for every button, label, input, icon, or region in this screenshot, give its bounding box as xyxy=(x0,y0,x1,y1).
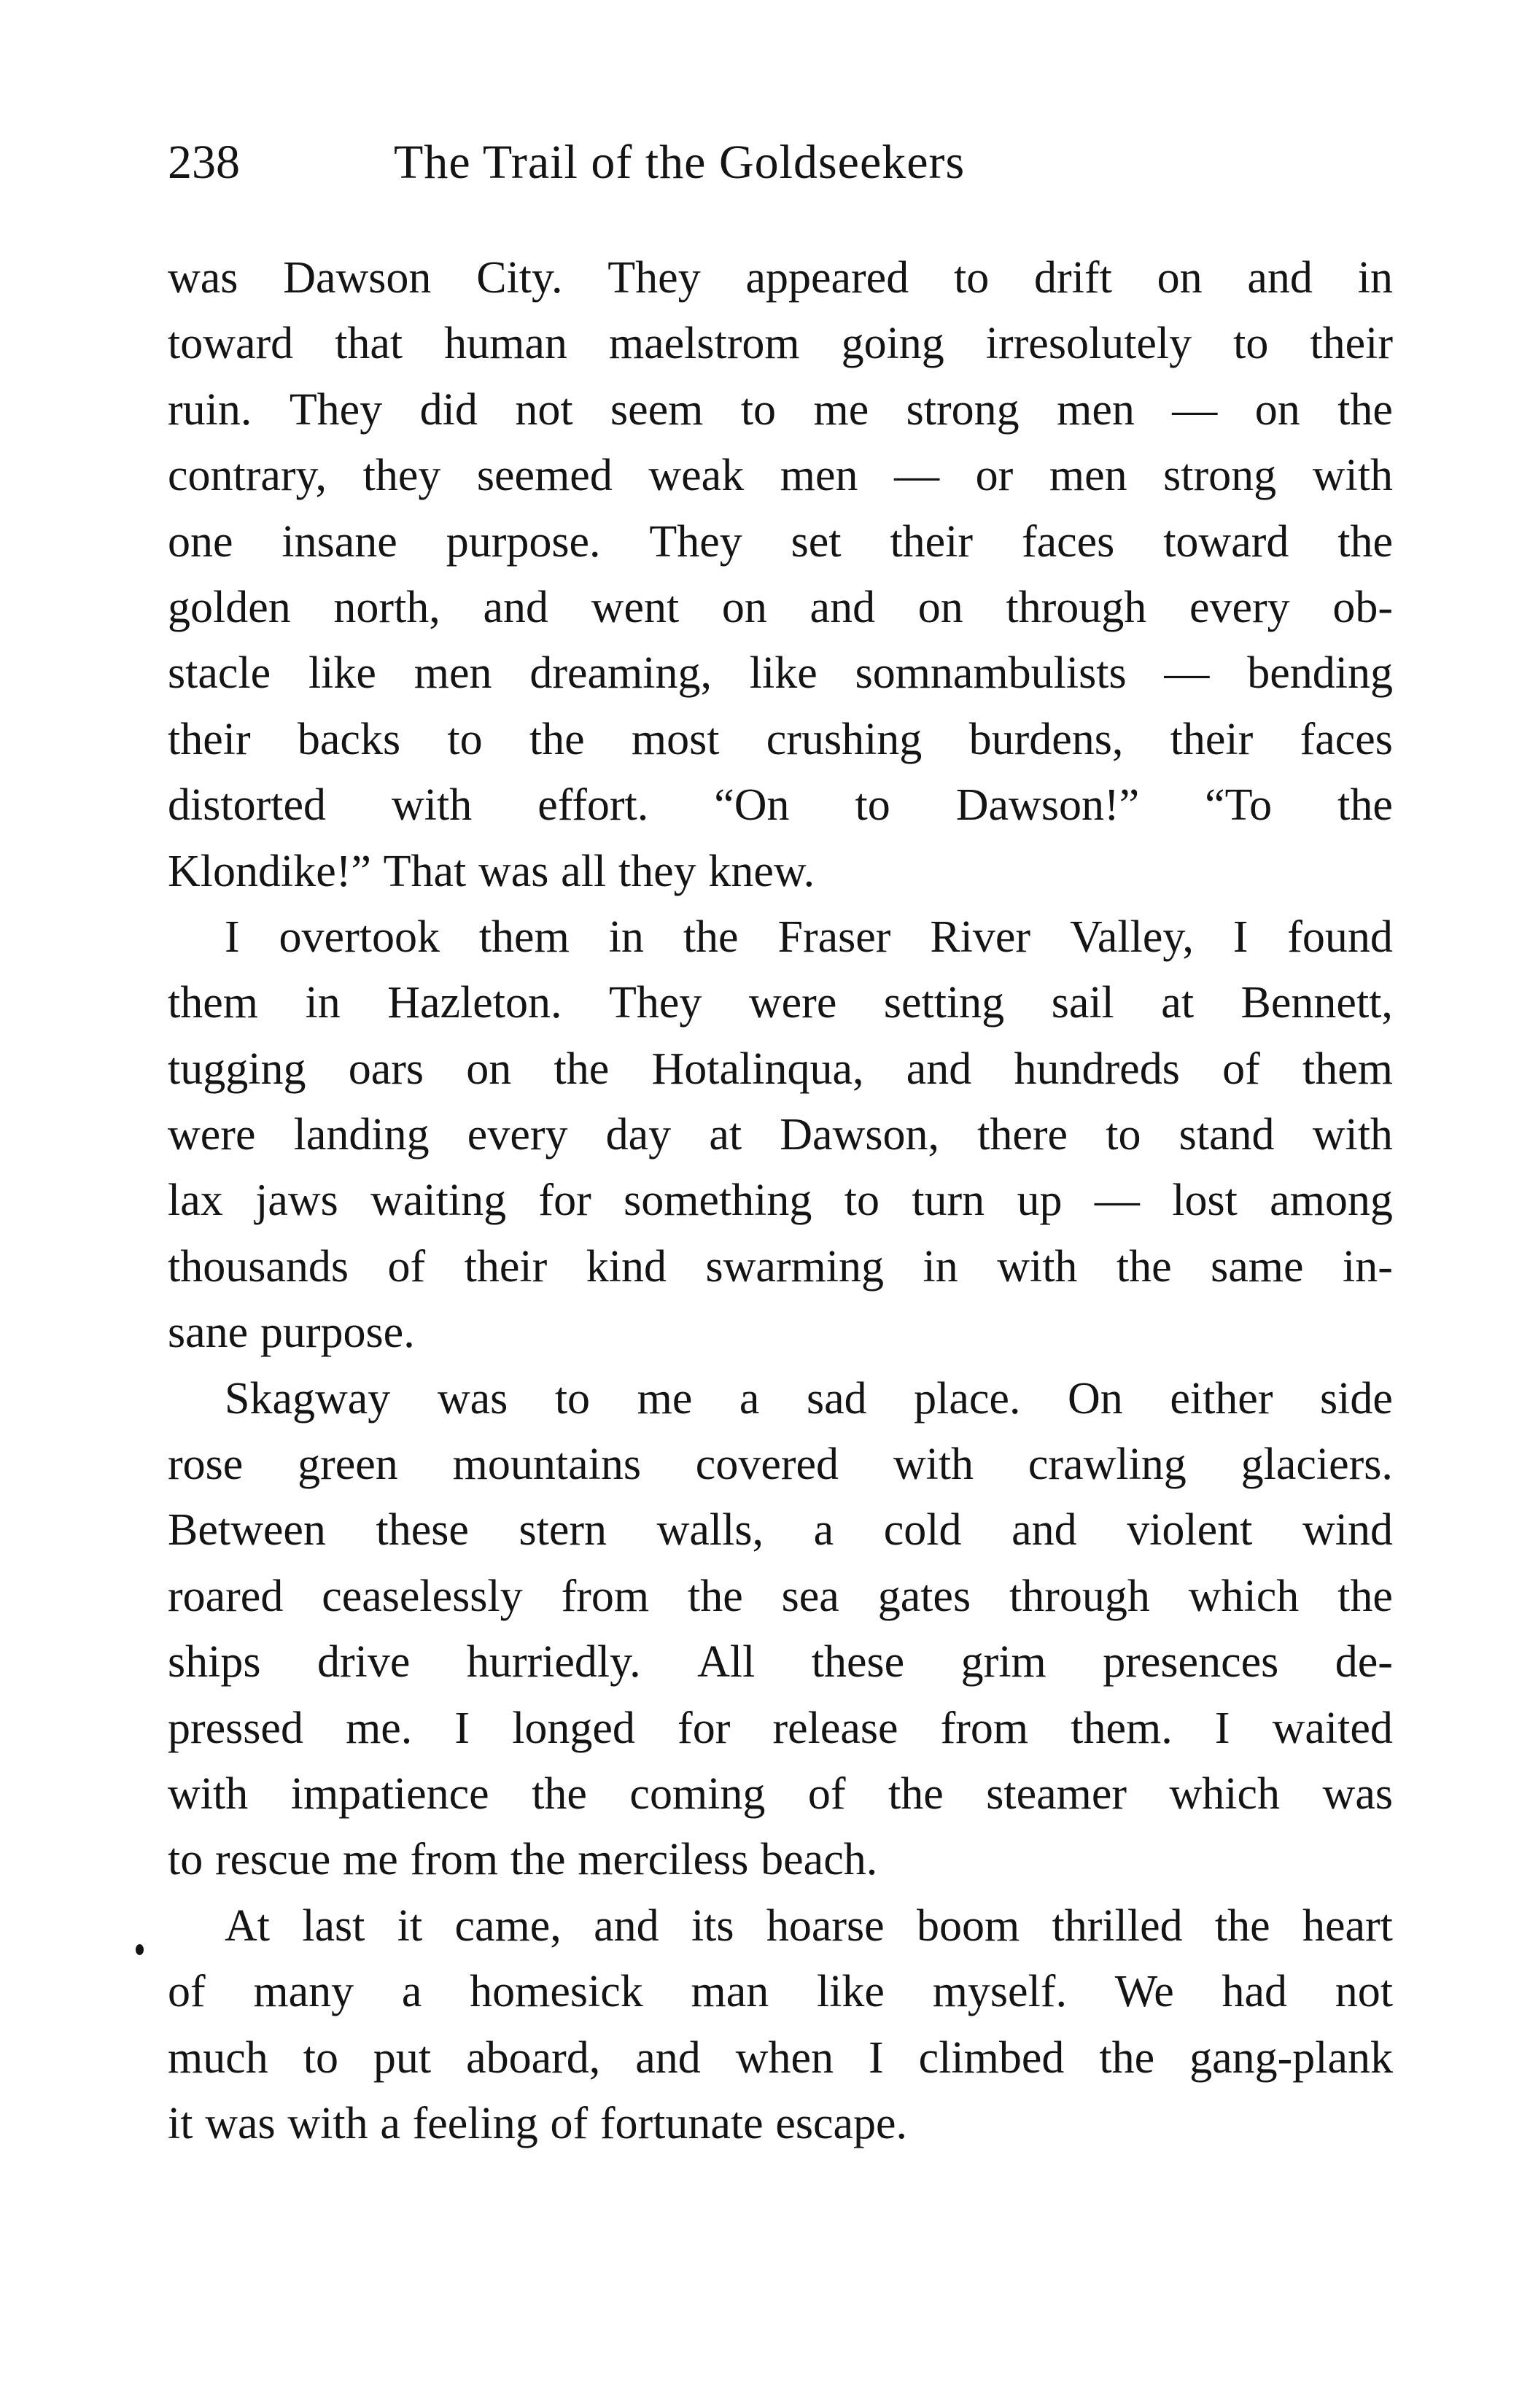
page-number: 238 xyxy=(168,136,240,189)
text-line: much to put aboard, and when I climbed the gang-plank xyxy=(168,2032,1393,2083)
text-line: them in Hazleton. They were setting sail at Bennett, xyxy=(168,978,1393,1028)
text-line: roared ceaselessly from the sea gates through which the xyxy=(168,1571,1393,1621)
paragraph xyxy=(168,1893,1393,2157)
running-title: The Trail of the Goldseekers xyxy=(394,136,966,189)
paragraph xyxy=(168,904,1393,1366)
text-line: one insane purpose. They set their faces toward the xyxy=(168,516,1393,567)
stray-ink-mark xyxy=(136,1944,144,1955)
text-line: sane purpose. xyxy=(168,1308,415,1358)
paragraph xyxy=(168,1366,1393,1893)
text-line: were landing every day at Dawson, there to stand with xyxy=(168,1110,1393,1160)
text-line: stacle like men dreaming, like somnambulists — bending xyxy=(168,648,1393,699)
text-line: pressed me. I longed for release from them. I waited xyxy=(168,1703,1393,1753)
text-line: to rescue me from the merciless beach. xyxy=(168,1835,878,1885)
text-line: tugging oars on the Hotalinqua, and hundreds of them xyxy=(168,1044,1393,1094)
text-line: thousands of their kind swarming in with the same in- xyxy=(168,1241,1393,1292)
text-line: golden north, and went on and on through every ob- xyxy=(168,582,1393,632)
text-line: toward that human maelstrom going irresolutely to their xyxy=(168,319,1393,369)
body-text xyxy=(168,245,1393,2156)
text-line: ruin. They did not seem to me strong men — on the xyxy=(168,384,1393,435)
text-line: At last it came, and its hoarse boom thrilled the heart xyxy=(225,1900,1393,1951)
text-line: lax jaws waiting for something to turn up — lost among xyxy=(168,1176,1393,1226)
text-line: Klondike!” That was all they knew. xyxy=(168,846,815,896)
text-line: their backs to the most crushing burdens, their faces xyxy=(168,714,1393,764)
text-line: ships drive hurriedly. All these grim presences de- xyxy=(168,1637,1393,1687)
text-line: I overtook them in the Fraser River Valley, I found xyxy=(225,912,1393,962)
text-line: rose green mountains covered with crawling glaciers. xyxy=(168,1440,1393,1490)
text-line: with impatience the coming of the steamer which was xyxy=(168,1768,1393,1819)
text-line: was Dawson City. They appeared to drift on and in xyxy=(168,253,1393,303)
text-line: Between these stern walls, a cold and violent wind xyxy=(168,1505,1393,1556)
text-line: contrary, they seemed weak men — or men strong with xyxy=(168,451,1393,501)
page-header xyxy=(168,123,1393,203)
text-line: of many a homesick man like myself. We had not xyxy=(168,1967,1393,2017)
text-line: distorted with effort. “On to Dawson!” “To the xyxy=(168,780,1393,831)
text-line: it was with a feeling of fortunate escape. xyxy=(168,2098,908,2148)
paragraph xyxy=(168,245,1393,904)
text-line: Skagway was to me a sad place. On either side xyxy=(225,1373,1393,1424)
